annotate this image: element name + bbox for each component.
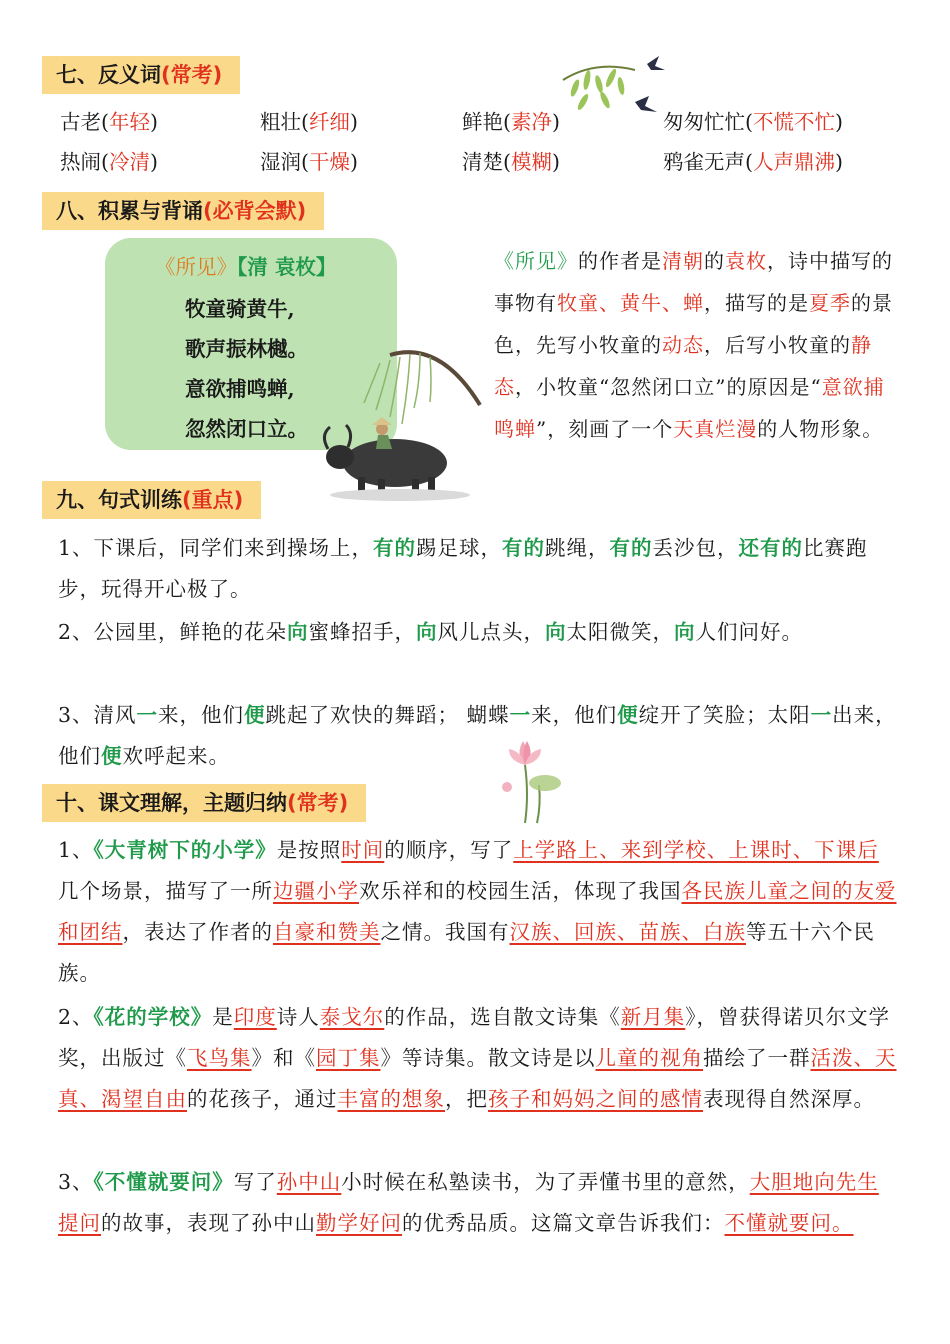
section-8-tag: (必背会默) bbox=[203, 199, 307, 223]
antonym-item: 鸦雀无声(人声鼎沸) bbox=[663, 150, 843, 174]
poem-title: 《所见》【清 袁枚】 bbox=[155, 255, 337, 279]
section-10-title: 十、课文理解，主题归纳 bbox=[56, 791, 287, 815]
poem-line: 歌声振林樾。 bbox=[185, 337, 308, 361]
section-8-header bbox=[42, 192, 324, 230]
section-10-tag: (常考) bbox=[287, 791, 349, 815]
poem-line: 意欲捕鸣蝉, bbox=[185, 377, 295, 401]
antonym-item: 清楚(模糊) bbox=[462, 150, 560, 174]
section-8-title: 八、积累与背诵 bbox=[56, 199, 203, 223]
section-9-title: 九、句式训练 bbox=[56, 488, 182, 512]
section-9-header bbox=[42, 481, 261, 519]
section-7-header bbox=[42, 56, 240, 94]
willow-swallows-illustration bbox=[555, 50, 675, 130]
section-7-title: 七、反义词 bbox=[56, 63, 161, 87]
sentence-exercise-1: 1、下课后，同学们来到操场上，有的踢足球，有的跳绳，有的丢沙包，还有的比赛跑步，玩得开心极了。 bbox=[58, 536, 868, 601]
section-10-header bbox=[42, 784, 366, 822]
antonym-item: 匆匆忙忙(不慌不忙) bbox=[663, 110, 843, 134]
antonym-item: 湿润(干燥) bbox=[260, 150, 358, 174]
text-summary-2: 2、《花的学校》是印度诗人泰戈尔的作品，选自散文诗集《新月集》，曾获得诺贝尔文学奖，出版过《飞鸟集》和《园丁集》等诗集。散文诗是以儿童的视角描绘了一群活泼、天真、渴望自由的花孩子，通过丰富的想象，把孩子和妈妈之间的感情表现得自然深厚。 bbox=[58, 1005, 897, 1111]
section-9-tag: (重点) bbox=[182, 488, 244, 512]
antonym-item: 热闹(冷清) bbox=[60, 150, 158, 174]
text-summary-1: 1、《大青树下的小学》是按照时间的顺序，写了上学路上、来到学校、上课时、下课后几个场景，描写了一所边疆小学欢乐祥和的校园生活，体现了我国各民族儿童之间的友爱和团结，表达了作者的自豪和赞美之情。我国有汉族、回族、苗族、白族等五十六个民族。 bbox=[58, 838, 897, 985]
sentence-exercise-2: 2、公园里，鲜艳的花朵向蜜蜂招手，向风儿点头，向太阳微笑，向人们问好。 bbox=[58, 620, 804, 644]
poem-line: 牧童骑黄牛, bbox=[185, 297, 295, 321]
poem-line: 忽然闭口立。 bbox=[185, 417, 308, 441]
poem-explanation: 《所见》的作者是清朝的袁枚，诗中描写的事物有牧童、黄牛、蝉，描写的是夏季的景色，先写小牧童的动态，后写小牧童的静态，小牧童“忽然闭口立”的原因是“意欲捕鸣蝉”，刻画了一个天真烂漫的人物形象。 bbox=[494, 249, 893, 441]
buffalo-boy-illustration bbox=[300, 345, 490, 505]
section-7-tag: (常考) bbox=[161, 63, 223, 87]
text-summary-3: 3、《不懂就要问》写了孙中山小时候在私塾读书，为了弄懂书里的意然，大胆地向先生提问的故事，表现了孙中山勤学好问的优秀品质。这篇文章告诉我们：不懂就要问。 bbox=[58, 1170, 879, 1235]
lotus-illustration bbox=[495, 735, 565, 825]
sentence-exercise-3: 3、清风一来，他们便跳起了欢快的舞蹈； 蝴蝶一来，他们便绽开了笑脸；太阳一出来，他们便欢呼起来。 bbox=[58, 703, 897, 768]
antonym-item: 粗壮(纤细) bbox=[260, 110, 358, 134]
antonym-item: 鲜艳(素净) bbox=[462, 110, 560, 134]
antonym-item: 古老(年轻) bbox=[60, 110, 158, 134]
